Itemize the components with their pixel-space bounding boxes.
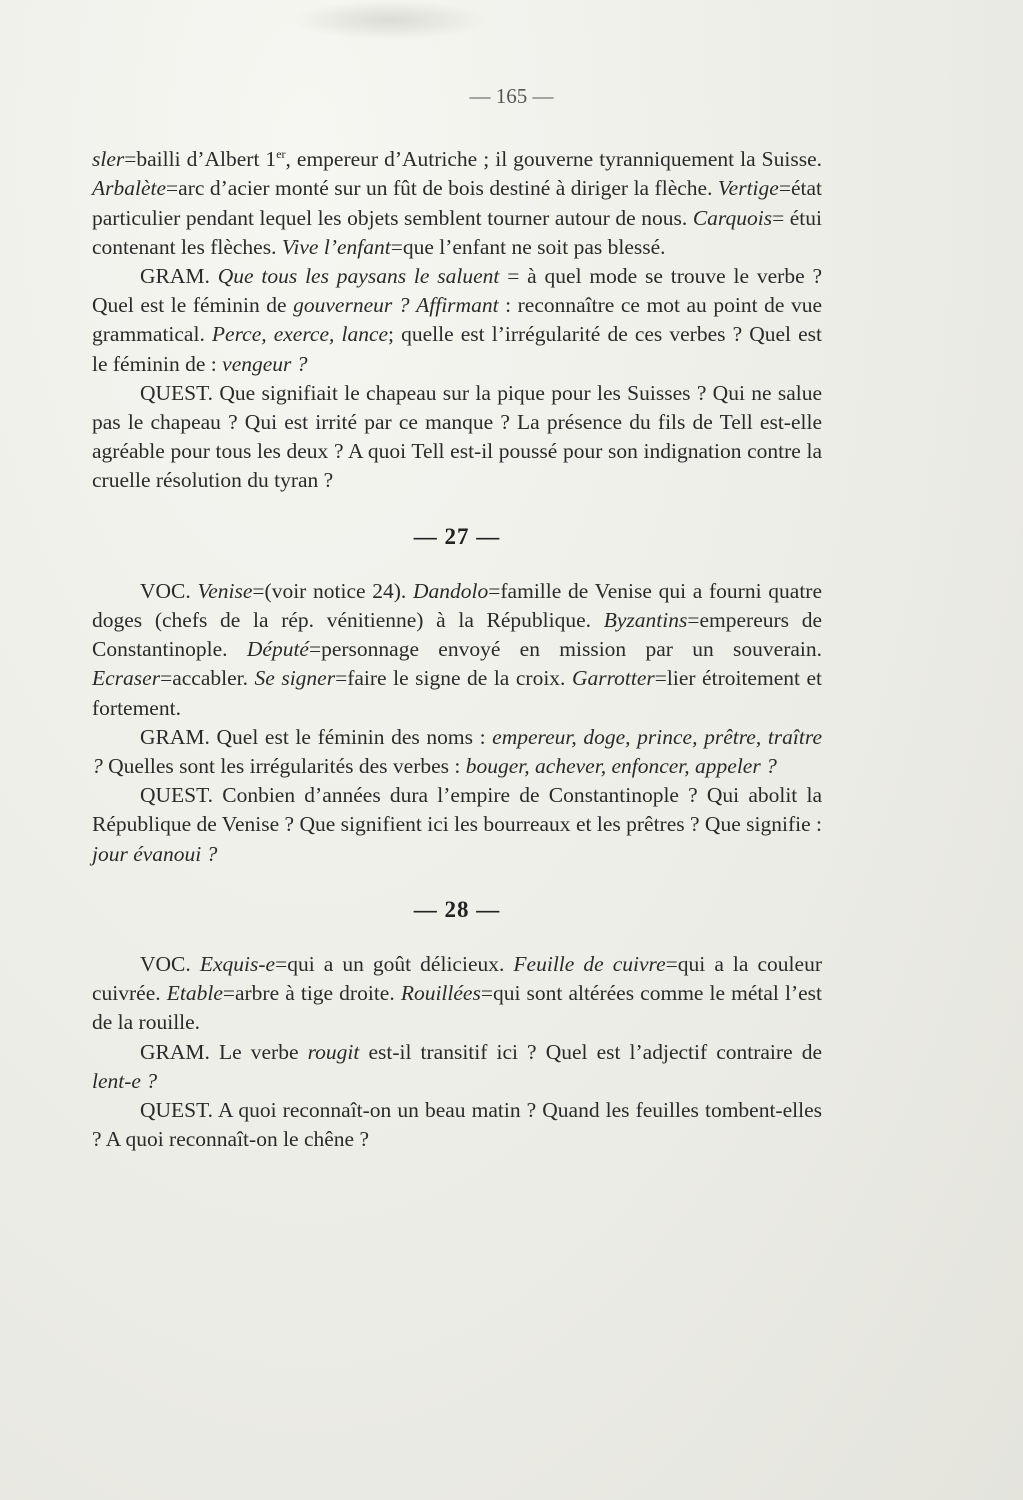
- text-run: : reconnaître ce mot au point de vue grammatical.: [92, 293, 822, 347]
- section-27-questions-paragraph: [92, 781, 822, 869]
- italic-term: Ecraser: [92, 666, 161, 691]
- text-run: QUEST. Que signifiait le chapeau sur la pique pour les Suisses ? Qui ne salue pas le chapeau ? Qui est irrité par ce manque ? La présence du fils de Tell est-elle agréable pour tous les deux ? A quoi Tell est-il poussé pour son indignation contre la cruelle résolution du tyran ?: [92, 380, 822, 493]
- italic-term: rougit: [307, 1039, 360, 1064]
- italic-term: gouverneur ?: [293, 293, 410, 318]
- text-run: =lier étroitement et fortement.: [92, 666, 822, 720]
- section-27-vocabulary-paragraph: [92, 577, 822, 723]
- italic-term: jour évanoui ?: [92, 841, 218, 866]
- text-run: , empereur d’Autriche ; il gouverne tyranniquement la Suisse.: [285, 147, 822, 172]
- italic-term: lent-e ?: [92, 1068, 158, 1093]
- italic-term: Etable: [166, 981, 223, 1006]
- page-number: — 165 —: [469, 84, 554, 108]
- section-28-heading: — 28 —: [413, 896, 501, 922]
- italic-term: Affirmant: [416, 293, 499, 318]
- text-run: =bailli d’Albert 1: [124, 147, 277, 172]
- italic-term: Arbalète: [92, 176, 167, 201]
- text-run: QUEST. A quoi reconnaît-on un beau matin ? Quand les feuilles tombent-elles ? A quoi reconnaît-on le chêne ?: [92, 1098, 822, 1152]
- italic-term: Vertige: [717, 176, 779, 201]
- text-run: ; quelle est l’irrégularité de ces verbes ? Quel est le féminin de :: [92, 322, 823, 376]
- italic-term: bouger, achever, enfoncer, appeler ?: [465, 754, 777, 779]
- text-run: GRAM. Le verbe: [140, 1039, 308, 1064]
- section-27-grammar-paragraph: [92, 723, 822, 781]
- italic-term: Que tous les paysans le saluent: [217, 263, 500, 288]
- text-run: =arbre à tige droite.: [222, 981, 401, 1006]
- text-run: QUEST. Conbien d’années dura l’empire de Constantinople ? Qui abolit la République de Venise ? Que signifient ici les bourreaux et les prêtres ? Que signifie :: [92, 783, 822, 837]
- italic-term: Garrotter: [571, 666, 655, 691]
- italic-term: Vive l’enfant: [281, 234, 391, 259]
- text-run: = à quel mode se trouve le verbe ? Quel est le féminin de: [92, 263, 823, 318]
- text-run: =arc d’acier monté sur un fût de bois destiné à diriger la flèche.: [166, 176, 718, 201]
- italic-term: empereur, doge, prince, prêtre, traître ?: [92, 724, 822, 779]
- text-run: =que l’enfant ne soit pas blessé.: [390, 234, 666, 259]
- italic-term: Carquois: [692, 205, 773, 230]
- text-run: VOC.: [140, 952, 200, 977]
- italic-term: vengeur ?: [222, 351, 308, 376]
- text-run: est-il transitif ici ? Quel est l’adjectif contraire de: [359, 1039, 822, 1064]
- text-run: GRAM.: [140, 263, 218, 288]
- text-run: = étui contenant les flèches.: [92, 205, 822, 259]
- text-run: =personnage envoyé en mission par un souverain.: [308, 637, 823, 662]
- italic-term: Perce, exerce, lance: [211, 322, 389, 347]
- text-run: =(voir notice 24).: [252, 578, 414, 603]
- text-run: Quelles sont les irrégularités des verbes :: [102, 754, 466, 779]
- section-28-questions-paragraph: [92, 1096, 822, 1154]
- section-28-vocabulary-paragraph: [92, 950, 822, 1038]
- text-run: VOC.: [140, 578, 198, 603]
- text-run: =qui a la couleur cuivrée.: [92, 952, 822, 1006]
- text-run: =empereurs de Constantinople.: [92, 608, 822, 662]
- italic-term: Byzantins: [603, 608, 688, 632]
- italic-term: Député: [246, 637, 309, 662]
- text-run: =faire le signe de la croix.: [335, 666, 572, 691]
- italic-term: Rouillées: [400, 981, 481, 1006]
- italic-term: sler: [92, 147, 125, 172]
- page-body: [92, 140, 822, 1154]
- text-run: =qui a un goût délicieux.: [275, 952, 514, 977]
- intro-questions-paragraph: [92, 379, 822, 496]
- section-27-heading: — 27 —: [413, 523, 501, 549]
- italic-term: Se signer: [254, 666, 336, 691]
- superscript: er: [276, 147, 286, 161]
- intro-vocabulary-paragraph: [92, 140, 822, 262]
- text-run: =famille de Venise qui a fourni quatre doges (chefs de la rép. vénitienne) à la République.: [92, 578, 822, 632]
- italic-term: Exquis-e: [199, 952, 276, 977]
- text-run: GRAM. Quel est le féminin des noms :: [140, 724, 493, 749]
- italic-term: Dandolo: [413, 578, 489, 603]
- text-run: =accabler.: [160, 666, 255, 691]
- page-smudge: [290, 0, 490, 40]
- italic-term: Feuille de cuivre: [513, 952, 666, 977]
- section-28-grammar-paragraph: [92, 1038, 822, 1096]
- text-run: =qui sont altérées comme le métal l’est de la rouille.: [92, 981, 823, 1035]
- text-run: =état particulier pendant lequel les objets semblent tourner autour de nous.: [92, 176, 822, 230]
- intro-grammar-paragraph: [92, 262, 822, 379]
- italic-term: Venise: [197, 578, 253, 603]
